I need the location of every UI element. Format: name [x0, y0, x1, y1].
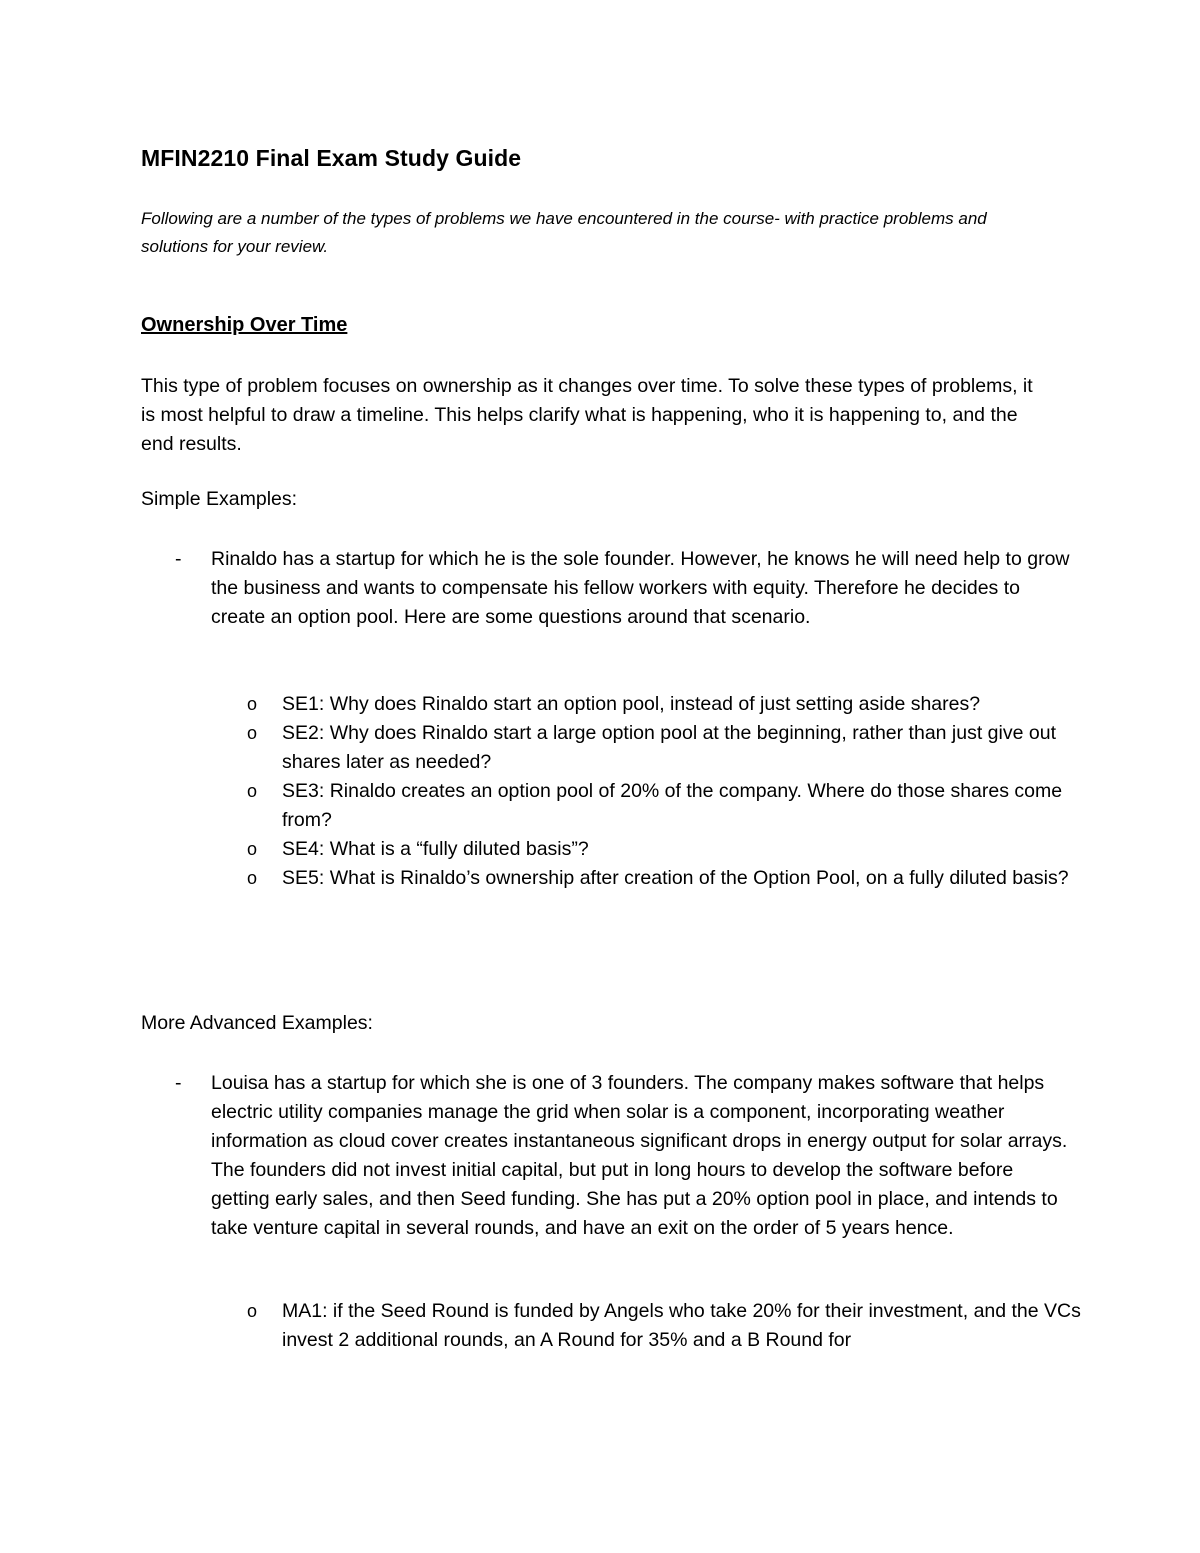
simple-questions-list — [211, 690, 1081, 893]
list-item — [211, 835, 1081, 864]
list-item — [211, 777, 1081, 835]
circle-bullet: o — [247, 723, 258, 743]
simple-scenario-text: Rinaldo has a startup for which he is the sole founder. However, he knows he will need help to grow the business and wants to compensate his fellow workers with equity. Therefore he decides to create an option pool. Here are some questions around that scenario. — [211, 548, 1070, 628]
circle-bullet: o — [247, 781, 258, 801]
question-text: MA1: if the Seed Round is funded by Angels who take 20% for their investment, and the VCs invest 2 additional rounds, an A Round for 35% and a B Round for — [282, 1300, 1081, 1351]
list-item — [211, 719, 1081, 777]
question-text: SE2: Why does Rinaldo start a large option pool at the beginning, rather than just give out shares later as needed? — [282, 722, 1056, 773]
dash-bullet: - — [175, 548, 182, 570]
circle-bullet: o — [247, 694, 258, 714]
question-text: SE4: What is a “fully diluted basis”? — [282, 838, 589, 860]
advanced-examples-heading: More Advanced Examples: — [141, 1012, 373, 1034]
question-text: SE5: What is Rinaldo’s ownership after creation of the Option Pool, on a fully diluted basis? — [282, 867, 1069, 889]
advanced-questions-list — [211, 1297, 1081, 1355]
advanced-scenario-text: Louisa has a startup for which she is one of 3 founders. The company makes software that helps electric utility companies manage the grid when solar is a component, incorporating weather information as cloud cover creates instantaneous significant drops in energy output for solar arrays. The founders did not invest initial capital, but put in long hours to develop the software before getting early sales, and then Seed funding. She has put a 20% option pool in place, and intends to take venture capital in several rounds, and have an exit on the order of 5 years hence. — [211, 1072, 1068, 1239]
simple-examples-heading: Simple Examples: — [141, 488, 298, 510]
section-heading: Ownership Over Time — [141, 314, 348, 336]
list-item — [211, 1297, 1081, 1355]
simple-scenario-item — [141, 545, 1070, 665]
circle-bullet: o — [247, 839, 258, 859]
circle-bullet: o — [247, 868, 258, 888]
section-paragraph: This type of problem focuses on ownership as it changes over time. To solve these types of problems, it is most helpful to draw a timeline. This helps clarify what is happening, who it is happening to, and the end results. — [141, 375, 1033, 455]
page-title: MFIN2210 Final Exam Study Guide — [141, 145, 522, 171]
advanced-scenario-item — [141, 1069, 1068, 1279]
circle-bullet: o — [247, 1301, 258, 1321]
intro-paragraph: Following are a number of the types of problems we have encountered in the course- with practice problems and solutions for your review. — [141, 209, 987, 256]
list-item — [211, 864, 1081, 893]
dash-bullet: - — [175, 1072, 182, 1094]
question-text: SE3: Rinaldo creates an option pool of 20% of the company. Where do those shares come from? — [282, 780, 1063, 831]
list-item — [211, 690, 1081, 719]
question-text: SE1: Why does Rinaldo start an option pool, instead of just setting aside shares? — [282, 693, 981, 715]
